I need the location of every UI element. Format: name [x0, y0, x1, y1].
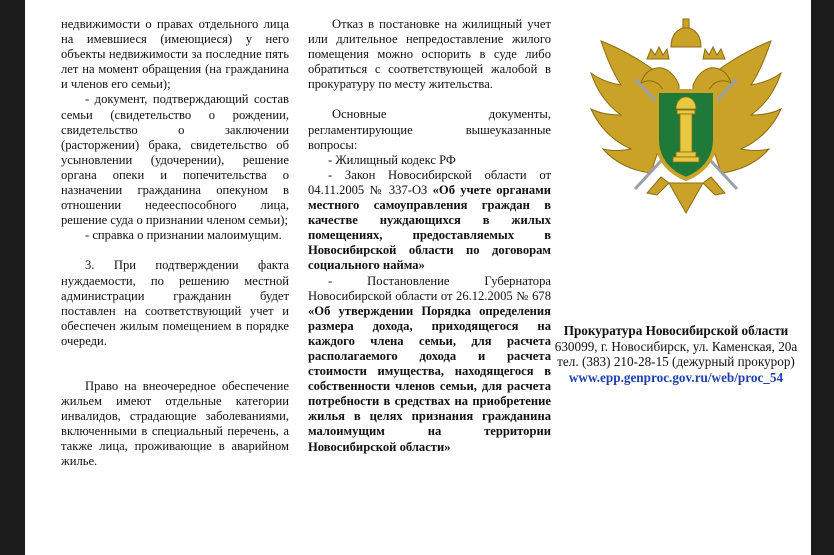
regional-law-title: «Об учете органами местного самоуправления граждан в качестве нуждающихся в жилых помещениях, предоставляемых в Новосибирской области по договорам социального найма» — [308, 182, 552, 273]
organization-name: Прокуратура Новосибирской области — [563, 323, 789, 338]
middle-column — [308, 17, 551, 455]
document-page — [25, 0, 811, 555]
governor-resolution-title: «Об утверждении Порядка определения размера дохода, приходящегося на каждого члена семьи, для расчета располагаемого дохода и расчета стоимости имущества, находящегося в собственности членов семьи, для расчета потребности в средствах на приобретение жилья в целях признания гражданина малоимущим на территории Новосибирской области» — [308, 303, 551, 454]
list-item-housing-code: - Жилищный кодекс РФ — [328, 152, 456, 167]
paragraph-main-documents: Основные документы, регламентирующие вышеуказанные вопросы: — [308, 107, 551, 152]
organization-address: 630099, г. Новосибирск, ул. Каменская, 20а — [554, 338, 798, 354]
list-item-governor-resolution — [308, 274, 551, 455]
contact-block — [545, 323, 807, 385]
list-item-regional-law — [308, 168, 551, 274]
paragraph-registration-step: 3. При подтверждении факта нуждаемости, по решению местной администрации гражданин будет поставлен на соответствующий учет и обеспечен жилым помещением в порядке очереди. — [61, 258, 289, 348]
organization-website-link[interactable]: www.epp.genproc.gov.ru/web/proc_54 — [568, 369, 784, 385]
paragraph-priority-housing: Право на внеочередное обеспечение жильем имеют отдельные категории инвалидов, страдающие заболеваниями, включенными в специальный перечень, а также лица, проживающие в аварийном жилье. — [61, 378, 289, 469]
left-column — [61, 17, 289, 470]
organization-phone: тел. (383) 210-28-15 (дежурный прокурор) — [557, 354, 795, 370]
governor-resolution-reference: - Постановление Губернатора Новосибирской области от 26.12.2005 № 678 — [308, 273, 551, 303]
paragraph-family-documents: - документ, подтверждающий состав семьи (свидетельство о рождении, свидетельство о заключении (расторжении) брака, свидетельство об усыновлении (удочерении), решение органа опеки и попечительства о назначении гражданина опекуном в отношении недееспособного лица, решение суда о признании членом семьи); — [61, 92, 289, 228]
regional-law-reference: - Закон Новосибирской области от 04.11.2005 № 337-ОЗ — [308, 167, 551, 197]
prosecutor-eagle-emblem-icon — [577, 13, 795, 225]
paragraph-property-info: недвижимости о правах отдельного лица на имевшиеся (имеющиеся) у него объекты недвижимости за последние пять лет на момент обращения (на гражданина и членов его семьи); — [61, 17, 289, 92]
paragraph-low-income-certificate: - справка о признании малоимущим. — [85, 228, 282, 243]
paragraph-appeal-refusal: Отказ в постановке на жилищный учет или длительное непредоставление жилого помещения можно оспорить в суде либо обратиться с соответствующей жалобой в прокуратуру по месту жительства. — [308, 17, 551, 92]
